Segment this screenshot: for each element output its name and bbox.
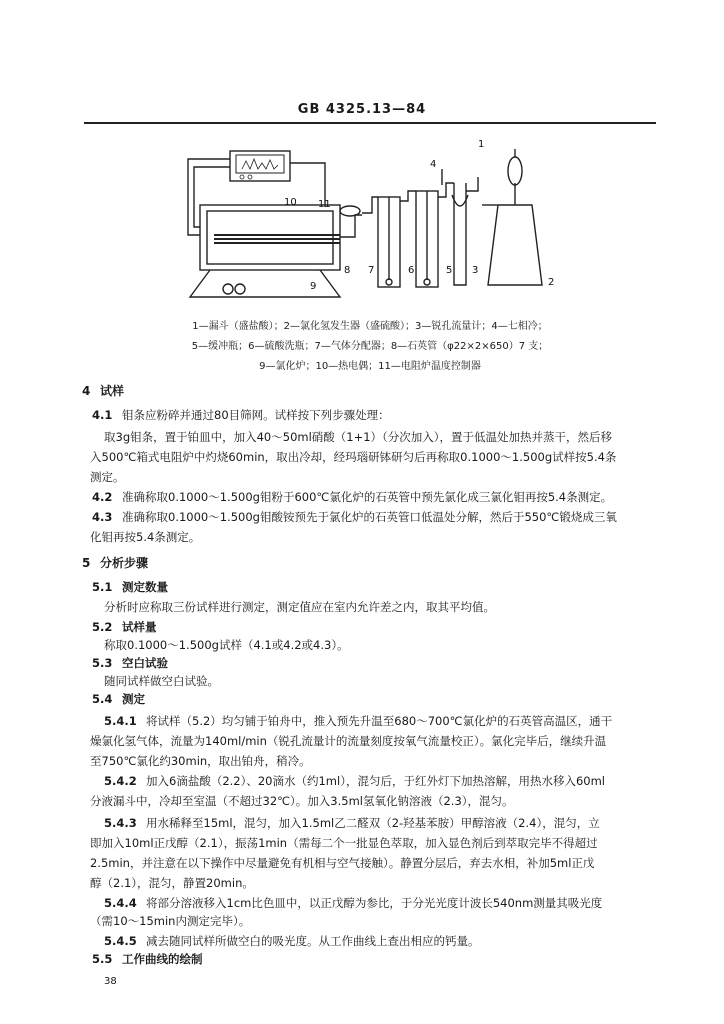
clause-text: 分析时应称取三份试样进行测定，测定值应在室内允许差之内，取其平均值。 bbox=[104, 600, 495, 614]
clause-text: 准确称取0.1000～1.500g钼粉于600℃氯化炉的石英管中预先氯化成三氯化钼再按5.4条测定。 bbox=[122, 490, 613, 504]
clause-text: 减去随同试样所做空白的吸光度。从工作曲线上查出相应的钙量。 bbox=[146, 934, 480, 948]
clause-text: 随同试样做空白试验。 bbox=[104, 674, 219, 688]
clause-text: 将试样（5.2）均匀铺于铂舟中，推入预先升温至680～700℃氯化炉的石英管高温区，通干 bbox=[146, 714, 613, 728]
clause-text: 即加入10ml正戊醇（2.1），振荡1min（需每二个一批显色萃取，加入显色剂后到萃取完毕不得超过 bbox=[90, 836, 598, 850]
figure-label: 10 bbox=[284, 197, 297, 208]
clause-title: 空白试验 bbox=[122, 656, 168, 670]
clause-title: 测定数量 bbox=[122, 580, 168, 594]
clause-text: 入500℃箱式电阻炉中灼烧60min，取出冷却，经玛瑙研钵研匀后再称取0.1000～1.500g试样按5.4条 bbox=[90, 450, 617, 464]
clause-number: 5.4.3 bbox=[104, 816, 137, 830]
clause-number: 5.4 bbox=[92, 692, 113, 706]
section-5-number: 5 bbox=[82, 556, 91, 570]
figure-caption-line: 5—缓冲瓶；6—硫酸洗瓶；7—气体分配器；8—石英管（φ22×2×650）7 支； bbox=[191, 341, 549, 352]
page-number: 38 bbox=[104, 976, 117, 987]
clause-number: 5.4.4 bbox=[104, 896, 137, 910]
clause-text: （需10～15min内测定完毕）。 bbox=[90, 914, 251, 928]
figure-label: 7 bbox=[368, 265, 375, 276]
figure-label: 8 bbox=[344, 265, 351, 276]
clause-title: 测定 bbox=[122, 692, 145, 706]
clause-number: 5.4.2 bbox=[104, 774, 137, 788]
clause-text: 加入6滴盐酸（2.2）、20滴水（约1ml），混匀后，于红外灯下加热溶解，用热水移入60ml bbox=[146, 774, 605, 788]
chlorination-furnace bbox=[200, 205, 340, 270]
section-4-number: 4 bbox=[82, 384, 91, 398]
figure-label: 11 bbox=[318, 199, 331, 210]
figure-label: 9 bbox=[310, 281, 317, 292]
clause-text: 2.5min，并注意在以下操作中尽量避免有机相与空气接触）。静置分层后，弃去水相，补加5ml正戊 bbox=[90, 856, 595, 870]
figure-caption-line: 9—氯化炉；10—热电偶；11—电阻炉温度控制器 bbox=[259, 361, 481, 372]
section-4-heading: 试样 bbox=[100, 384, 125, 398]
clause-text: 测定。 bbox=[90, 470, 125, 484]
clause-number: 5.2 bbox=[92, 620, 113, 634]
clause-text: 醇（2.1），混匀，静置20min。 bbox=[90, 876, 254, 890]
clause-title: 工作曲线的绘制 bbox=[122, 952, 203, 966]
figure-label: 3 bbox=[472, 265, 479, 276]
figure-label: 1 bbox=[478, 139, 485, 150]
clause-text: 分液漏斗中，冷却至室温（不超过32℃）。加入3.5ml氢氧化钠溶液（2.3），混匀。 bbox=[90, 794, 514, 808]
clause-text: 钼条应粉碎并通过80目筛网。试样按下列步骤处理： bbox=[122, 408, 390, 422]
header-rule bbox=[84, 122, 656, 124]
clause-text: 将部分溶液移入1cm比色皿中，以正戊醇为参比，于分光光度计波长540nm测量其吸光度 bbox=[146, 896, 603, 910]
clause-text: 准确称取0.1000～1.500g钼酸铵预先于氯化炉的石英管口低温处分解，然后于550℃锻烧成三氧 bbox=[122, 510, 617, 524]
clause-number: 5.1 bbox=[92, 580, 113, 594]
standard-number-header: GB 4325.13—84 bbox=[297, 102, 427, 117]
apparatus-diagram bbox=[150, 135, 570, 310]
figure-label: 2 bbox=[548, 277, 555, 288]
figure-label: 4 bbox=[430, 159, 437, 170]
clause-text: 化钼再按5.4条测定。 bbox=[90, 530, 201, 544]
clause-number: 4.1 bbox=[92, 408, 113, 422]
clause-number: 4.2 bbox=[92, 490, 113, 504]
clause-number: 5.4.5 bbox=[104, 934, 137, 948]
clause-number: 4.3 bbox=[92, 510, 113, 524]
clause-text: 燥氯化氢气体，流量为140ml/min（锐孔流量计的流量刻度按氧气流量校正）。氯化完毕后，继续升温 bbox=[90, 734, 607, 748]
clause-number: 5.3 bbox=[92, 656, 113, 670]
figure-label: 6 bbox=[408, 265, 415, 276]
clause-title: 试样量 bbox=[122, 620, 157, 634]
clause-number: 5.5 bbox=[92, 952, 113, 966]
figure-label: 5 bbox=[446, 265, 453, 276]
figure-caption-line: 1—漏斗（盛盐酸）；2—氯化氢发生器（盛硫酸）；3—锐孔流量计；4—七相冷； bbox=[192, 321, 548, 332]
clause-text: 用水稀释至15ml，混匀，加入1.5ml乙二醛双（2-羟基苯胺）甲醇溶液（2.4），混匀，立 bbox=[146, 816, 600, 830]
clause-text: 称取0.1000～1.500g试样（4.1或4.2或4.3）。 bbox=[104, 638, 349, 652]
section-5-heading: 分析步骤 bbox=[100, 556, 149, 570]
clause-text: 至750℃氯化约30min，取出铂舟，稍冷。 bbox=[90, 754, 311, 768]
clause-number: 5.4.1 bbox=[104, 714, 137, 728]
clause-text: 取3g钼条，置于铂皿中，加入40～50ml硝酸（1+1）（分次加入），置于低温处加热并蒸干，然后移 bbox=[104, 430, 613, 444]
